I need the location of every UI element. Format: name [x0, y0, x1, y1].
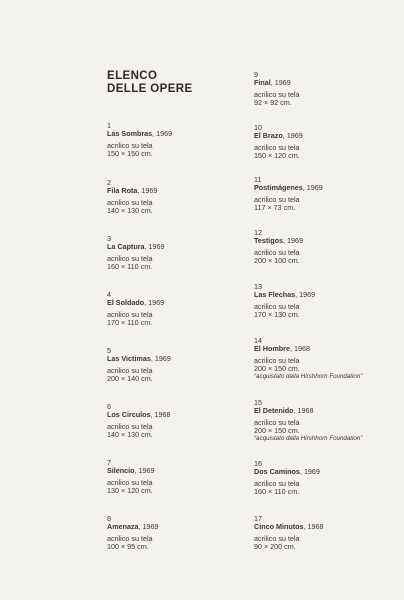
work-year: 1969 — [141, 186, 158, 196]
work-entry: 10 El Brazo, 1969 acrilico su tela 150 × 120 cm. — [254, 124, 404, 160]
acquisition-note: “acquistato dalla Hirshhorn Foundation” — [254, 373, 363, 381]
work-medium: acrilico su tela — [254, 533, 300, 543]
work-year: 1968 — [307, 522, 324, 532]
work-title: Amenaza — [107, 522, 139, 532]
work-number: 5 — [107, 346, 111, 355]
work-year: 1968 — [297, 406, 314, 416]
work-title: Silencio — [107, 466, 135, 476]
work-size: 90 × 200 cm. — [254, 541, 296, 551]
work-size: 200 × 140 cm. — [107, 373, 153, 383]
work-year: 1969 — [138, 466, 155, 476]
work-year: 1968 — [293, 344, 310, 354]
work-title: Dos Caminos — [254, 467, 300, 477]
work-year: 1969 — [306, 183, 323, 193]
work-year: 1969 — [299, 290, 316, 300]
work-title: El Hombre — [254, 344, 290, 354]
work-medium: acrilico su tela — [107, 140, 153, 150]
work-title: Los Circulos — [107, 410, 151, 420]
work-entry: 3 La Captura, 1969 acrilico su tela 160 × 110 cm. — [107, 235, 257, 271]
work-medium: acrilico su tela — [107, 197, 153, 207]
work-title: Final — [254, 78, 271, 88]
work-size: 200 × 150 cm. — [254, 425, 300, 435]
acquisition-note: “acquistato dalla Hirshhorn Foundation” — [254, 435, 363, 443]
work-medium: acrilico su tela — [254, 478, 300, 488]
work-number: 3 — [107, 234, 111, 243]
work-number: 15 — [254, 398, 262, 407]
work-title: Postimágenes — [254, 183, 303, 193]
work-title: El Brazo — [254, 131, 283, 141]
work-entry: 4 El Soldado, 1969 acrilico su tela 170 × 110 cm. — [107, 291, 257, 327]
work-medium: acrilico su tela — [254, 194, 300, 204]
work-medium: acrilico su tela — [254, 142, 300, 152]
work-entry: 2 Fila Rota, 1969 acrilico su tela 140 × 130 cm. — [107, 179, 257, 215]
work-title: Las Victimas — [107, 354, 151, 364]
work-entry: 5 Las Victimas, 1969 acrilico su tela 200 × 140 cm. — [107, 347, 257, 383]
work-title: Cinco Minutos — [254, 522, 304, 532]
work-number: 13 — [254, 282, 262, 291]
work-year: 1969 — [156, 129, 173, 139]
work-entry: 13 Las Flechas, 1969 acrilico su tela 170 × 130 cm. — [254, 283, 404, 319]
work-size: 170 × 130 cm. — [254, 309, 300, 319]
work-medium: acrilico su tela — [254, 355, 300, 365]
work-title: Testigos — [254, 236, 284, 246]
work-entry: 16 Dos Caminos, 1969 acrilico su tela 160 × 110 cm. — [254, 460, 404, 496]
work-size: 200 × 150 cm. — [254, 363, 300, 373]
work-number: 8 — [107, 514, 111, 523]
work-entry: 9 Final, 1969 acrilico su tela 92 × 92 cm. — [254, 71, 404, 107]
work-medium: acrilico su tela — [107, 253, 153, 263]
work-number: 14 — [254, 336, 262, 345]
work-size: 140 × 130 cm. — [107, 205, 153, 215]
work-medium: acrilico su tela — [254, 89, 300, 99]
work-entry: 14 El Hombre, 1968 acrilico su tela 200 × 150 cm. “acquistato dalla Hirshhorn Foundation” — [254, 337, 404, 381]
work-number: 2 — [107, 178, 111, 187]
work-number: 1 — [107, 121, 111, 130]
work-size: 100 × 95 cm. — [107, 541, 149, 551]
work-title: El Soldado — [107, 298, 145, 308]
work-number: 7 — [107, 458, 111, 467]
work-number: 11 — [254, 175, 262, 184]
work-medium: acrilico su tela — [107, 477, 153, 487]
work-size: 150 × 150 cm. — [107, 148, 153, 158]
work-year: 1969 — [142, 522, 159, 532]
work-year: 1969 — [148, 298, 165, 308]
work-entry: 11 Postimágenes, 1969 acrilico su tela 117 × 73 cm. — [254, 176, 404, 212]
work-entry: 1 Las Sombras, 1969 acrilico su tela 150 × 150 cm. — [107, 122, 257, 158]
work-number: 10 — [254, 123, 262, 132]
work-year: 1968 — [154, 410, 171, 420]
work-number: 17 — [254, 514, 262, 523]
work-medium: acrilico su tela — [254, 247, 300, 257]
work-year: 1969 — [148, 242, 165, 252]
work-year: 1969 — [286, 131, 303, 141]
work-medium: acrilico su tela — [254, 417, 300, 427]
work-medium: acrilico su tela — [254, 301, 300, 311]
work-size: 150 × 120 cm. — [254, 150, 300, 160]
work-year: 1969 — [303, 467, 320, 477]
work-title: Las Flechas — [254, 290, 296, 300]
work-year: 1969 — [154, 354, 171, 364]
work-size: 200 × 100 cm. — [254, 255, 300, 265]
work-entry: 15 El Detenido, 1968 acrilico su tela 200 × 150 cm. “acquistato dalla Hirshhorn Foundation” — [254, 399, 404, 443]
work-entry: 12 Testigos, 1969 acrilico su tela 200 × 100 cm. — [254, 229, 404, 265]
work-size: 140 × 130 cm. — [107, 429, 153, 439]
work-entry: 6 Los Circulos, 1968 acrilico su tela 140 × 130 cm. — [107, 403, 257, 439]
heading-line-2: DELLE OPERE — [107, 83, 193, 95]
work-size: 160 × 110 cm. — [107, 261, 153, 271]
work-number: 6 — [107, 402, 111, 411]
work-size: 170 × 110 cm. — [107, 317, 153, 327]
work-entry: 17 Cinco Minutos, 1968 acrilico su tela 90 × 200 cm. — [254, 515, 404, 551]
work-entry: 8 Amenaza, 1969 acrilico su tela 100 × 95 cm. — [107, 515, 257, 551]
work-year: 1969 — [274, 78, 291, 88]
work-size: 130 × 120 cm. — [107, 485, 153, 495]
work-title: La Captura — [107, 242, 145, 252]
work-number: 12 — [254, 228, 262, 237]
work-title: Las Sombras — [107, 129, 153, 139]
work-medium: acrilico su tela — [107, 365, 153, 375]
heading-line-1: ELENCO — [107, 70, 158, 82]
work-medium: acrilico su tela — [107, 533, 153, 543]
work-entry: 7 Silencio, 1969 acrilico su tela 130 × 120 cm. — [107, 459, 257, 495]
work-title: Fila Rota — [107, 186, 138, 196]
work-size: 117 × 73 cm. — [254, 202, 296, 212]
work-size: 160 × 110 cm. — [254, 486, 300, 496]
page-heading — [107, 70, 193, 96]
work-number: 4 — [107, 290, 111, 299]
work-title: El Detenido — [254, 406, 294, 416]
work-size: 92 × 92 cm. — [254, 97, 292, 107]
work-year: 1969 — [287, 236, 304, 246]
work-number: 16 — [254, 459, 262, 468]
work-medium: acrilico su tela — [107, 309, 153, 319]
work-number: 9 — [254, 70, 258, 79]
work-medium: acrilico su tela — [107, 421, 153, 431]
